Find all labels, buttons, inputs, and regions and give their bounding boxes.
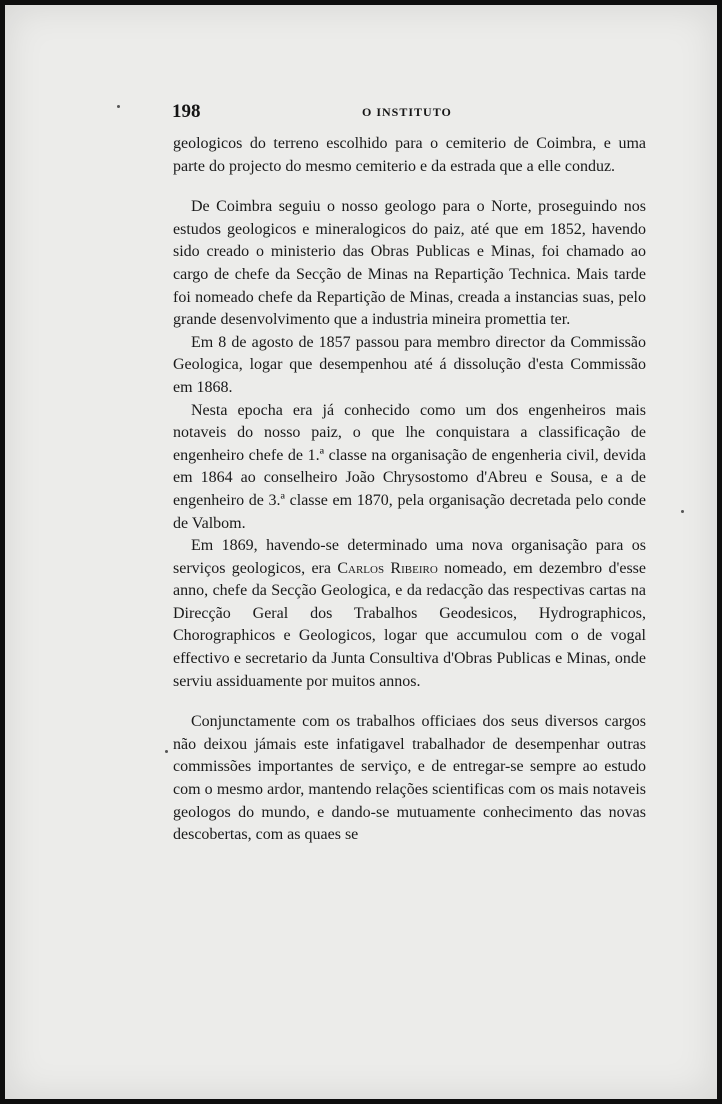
margin-speck bbox=[165, 750, 168, 753]
page-number: 198 bbox=[172, 101, 201, 122]
paragraph-epocha: Nesta epocha era já conhecido como um dos engenheiros mais notaveis do nosso paiz, o que lhe conquistara a classificação de engenheiro chefe de 1.ª classe na organisação de engenheria civil, devida em 1864 ao conselheiro João Chrysostomo d'Abreu e Sousa, e a de engenheiro de 3.ª classe em 1870, pela organisação decretada pelo conde de Valbom. bbox=[173, 401, 646, 532]
running-head: O INSTITUTO bbox=[362, 105, 452, 119]
page-header bbox=[172, 101, 644, 125]
paragraph-1869 bbox=[173, 535, 646, 693]
paragraph-continuation: geologicos do terreno escolhido para o cemiterio de Coimbra, e uma parte do projecto do mesmo cemiterio e da estrada que a elle conduz. bbox=[173, 135, 646, 175]
paragraph-1869-before: Em 1869, havendo-se determinado uma nova organisação para os serviços geologicos, era bbox=[173, 537, 646, 577]
scanned-page bbox=[5, 5, 717, 1099]
paragraph-1869-after: nomeado, em dezembro d'esse anno, chefe da Secção Geologica, e da redacção das respectivas cartas na Direcção Geral dos Trabalhos Geodesicos, Hydrographicos, Chorographicos e Geologicos, logar que accumulou com o de vogal effectivo e secretario da Junta Consultiva d'Obras Publicas e Minas, onde serviu assiduamente por muitos annos. bbox=[173, 559, 646, 690]
margin-speck bbox=[681, 510, 684, 513]
paragraph-conjunctamente: Conjunctamente com os trabalhos officiaes dos seus diversos cargos não deixou jámais este infatigavel trabalhador de desempenhar outras commissões importantes de serviço, e de entregar-se sempre ao estudo com o mesmo ardor, mantendo relações scientificas com os mais notaveis geologos do mundo, e dando-se mutuamente conhecimento das novas descobertas, com as quaes se bbox=[173, 713, 646, 844]
paragraph-coimbra: De Coimbra seguiu o nosso geologo para o Norte, proseguindo nos estudos geologicos e mineralogicos do paiz, até que em 1852, havendo sido creado o ministerio das Obras Publicas e Minas, foi chamado ao cargo de chefe da Secção de Minas na Repartição Technica. Mais tarde foi nomeado chefe da Repartição de Minas, creada a instancias suas, pelo grande desenvolvimento que a industria mineira promettia ter. bbox=[173, 198, 646, 329]
paragraph-1857: Em 8 de agosto de 1857 passou para membro director da Commissão Geologica, logar que desempenhou até á dissolução d'esta Commissão em 1868. bbox=[173, 333, 646, 396]
body-text bbox=[173, 133, 646, 847]
margin-speck bbox=[117, 105, 120, 108]
person-name: Carlos Ribeiro bbox=[337, 559, 438, 577]
